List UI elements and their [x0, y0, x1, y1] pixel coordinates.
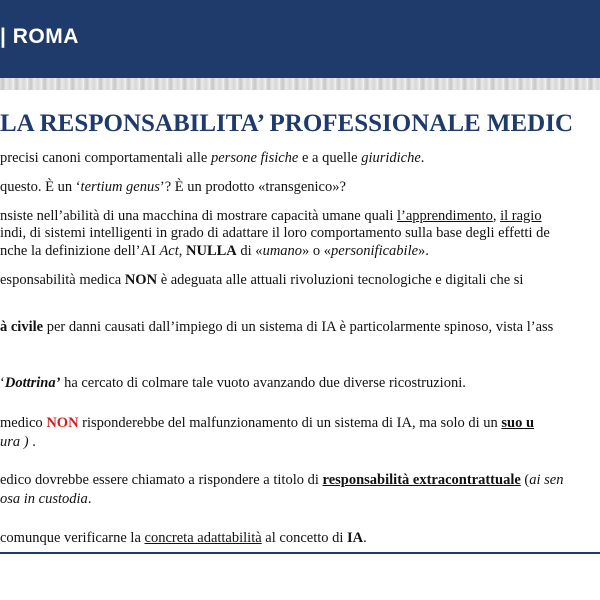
text-underlined: il ragio	[500, 208, 542, 224]
text-bold: à civile	[0, 319, 44, 335]
text: ,	[492, 208, 501, 224]
text: .	[363, 530, 367, 546]
text: esponsabilità medica	[0, 272, 125, 288]
text: risponderebbe del malfunzionamento di un sistema di IA, ma solo di un	[78, 415, 502, 431]
body-line-13	[0, 529, 600, 548]
text-italic: tertium genus	[80, 179, 160, 195]
text-italic: giuridiche	[361, 150, 421, 166]
header-decorative-band	[0, 78, 600, 90]
text: » o «	[302, 243, 332, 259]
text: ’? È un prodotto «transgenico»?	[159, 179, 346, 195]
text: e a quelle	[298, 150, 362, 166]
text-italic: osa in custodia	[0, 491, 88, 507]
text: .	[420, 150, 425, 166]
text-red-bold: NON	[46, 415, 79, 431]
text: indi, di sistemi intelligenti in grado di adattare il loro comportamento sulla base degli effetti de	[0, 225, 550, 241]
text: .	[87, 491, 92, 507]
text-bold-underlined: suo u	[501, 415, 535, 431]
text: (	[520, 472, 530, 488]
header-bar	[0, 0, 600, 78]
text-italic: umano	[262, 243, 303, 259]
text: questo. È un ‘	[0, 179, 81, 195]
header-title: | ROMA	[0, 25, 79, 48]
body-line-6	[0, 271, 600, 290]
text-italic: ura )	[0, 434, 29, 450]
body-line-11	[0, 471, 600, 490]
body-line-1	[0, 149, 600, 168]
text-bold-underlined: responsabilità extracontrattuale	[322, 472, 521, 488]
footer-divider	[0, 552, 600, 554]
body-line-5	[0, 242, 600, 261]
text-underlined: l’apprendimento	[397, 208, 493, 224]
text-italic: persone fisiche	[210, 150, 299, 166]
text-bold-italic: Dottrina’	[4, 375, 61, 391]
text: per danni causati dall’impiego di un sistema di IA è particolarmente spinoso, vista l’ass	[43, 319, 554, 335]
text: ha cercato di colmare tale vuoto avanzando due diverse ricostruzioni.	[60, 375, 466, 391]
text: comunque verificarne la	[0, 530, 145, 546]
body-line-7	[0, 318, 600, 337]
text: nche la definizione dell’AI	[0, 243, 160, 259]
text: edico dovrebbe essere chiamato a rispondere a titolo di	[0, 472, 323, 488]
text-bold: NON	[124, 272, 158, 288]
body-line-12	[0, 490, 600, 509]
text-bold: IA	[347, 530, 364, 546]
text: .	[28, 434, 36, 450]
text: precisi canoni comportamentali alle	[0, 150, 211, 166]
text: ,	[178, 243, 187, 259]
body-line-10	[0, 433, 600, 452]
text-italic: Act	[159, 243, 179, 259]
body-line-9	[0, 414, 600, 433]
text-underlined: concreta adattabilità	[144, 530, 262, 546]
text: nsiste nell’abilità di una macchina di mostrare capacità umane quali	[0, 208, 397, 224]
body-line-8	[0, 374, 600, 393]
body-line-4	[0, 224, 600, 243]
text: di «	[236, 243, 263, 259]
text-bold: NULLA	[186, 243, 237, 259]
slide-title: LA RESPONSABILITA’ PROFESSIONALE MEDIC	[0, 110, 574, 137]
text: ‘	[0, 375, 5, 391]
text-italic: personificabile	[331, 243, 419, 259]
text-italic: ai sen	[529, 472, 564, 488]
text: medico	[0, 415, 47, 431]
text: è adeguata alle attuali rivoluzioni tecnologiche e digitali che si	[157, 272, 524, 288]
text: al concetto di	[261, 530, 348, 546]
text: ».	[418, 243, 429, 259]
body-line-2	[0, 178, 600, 197]
